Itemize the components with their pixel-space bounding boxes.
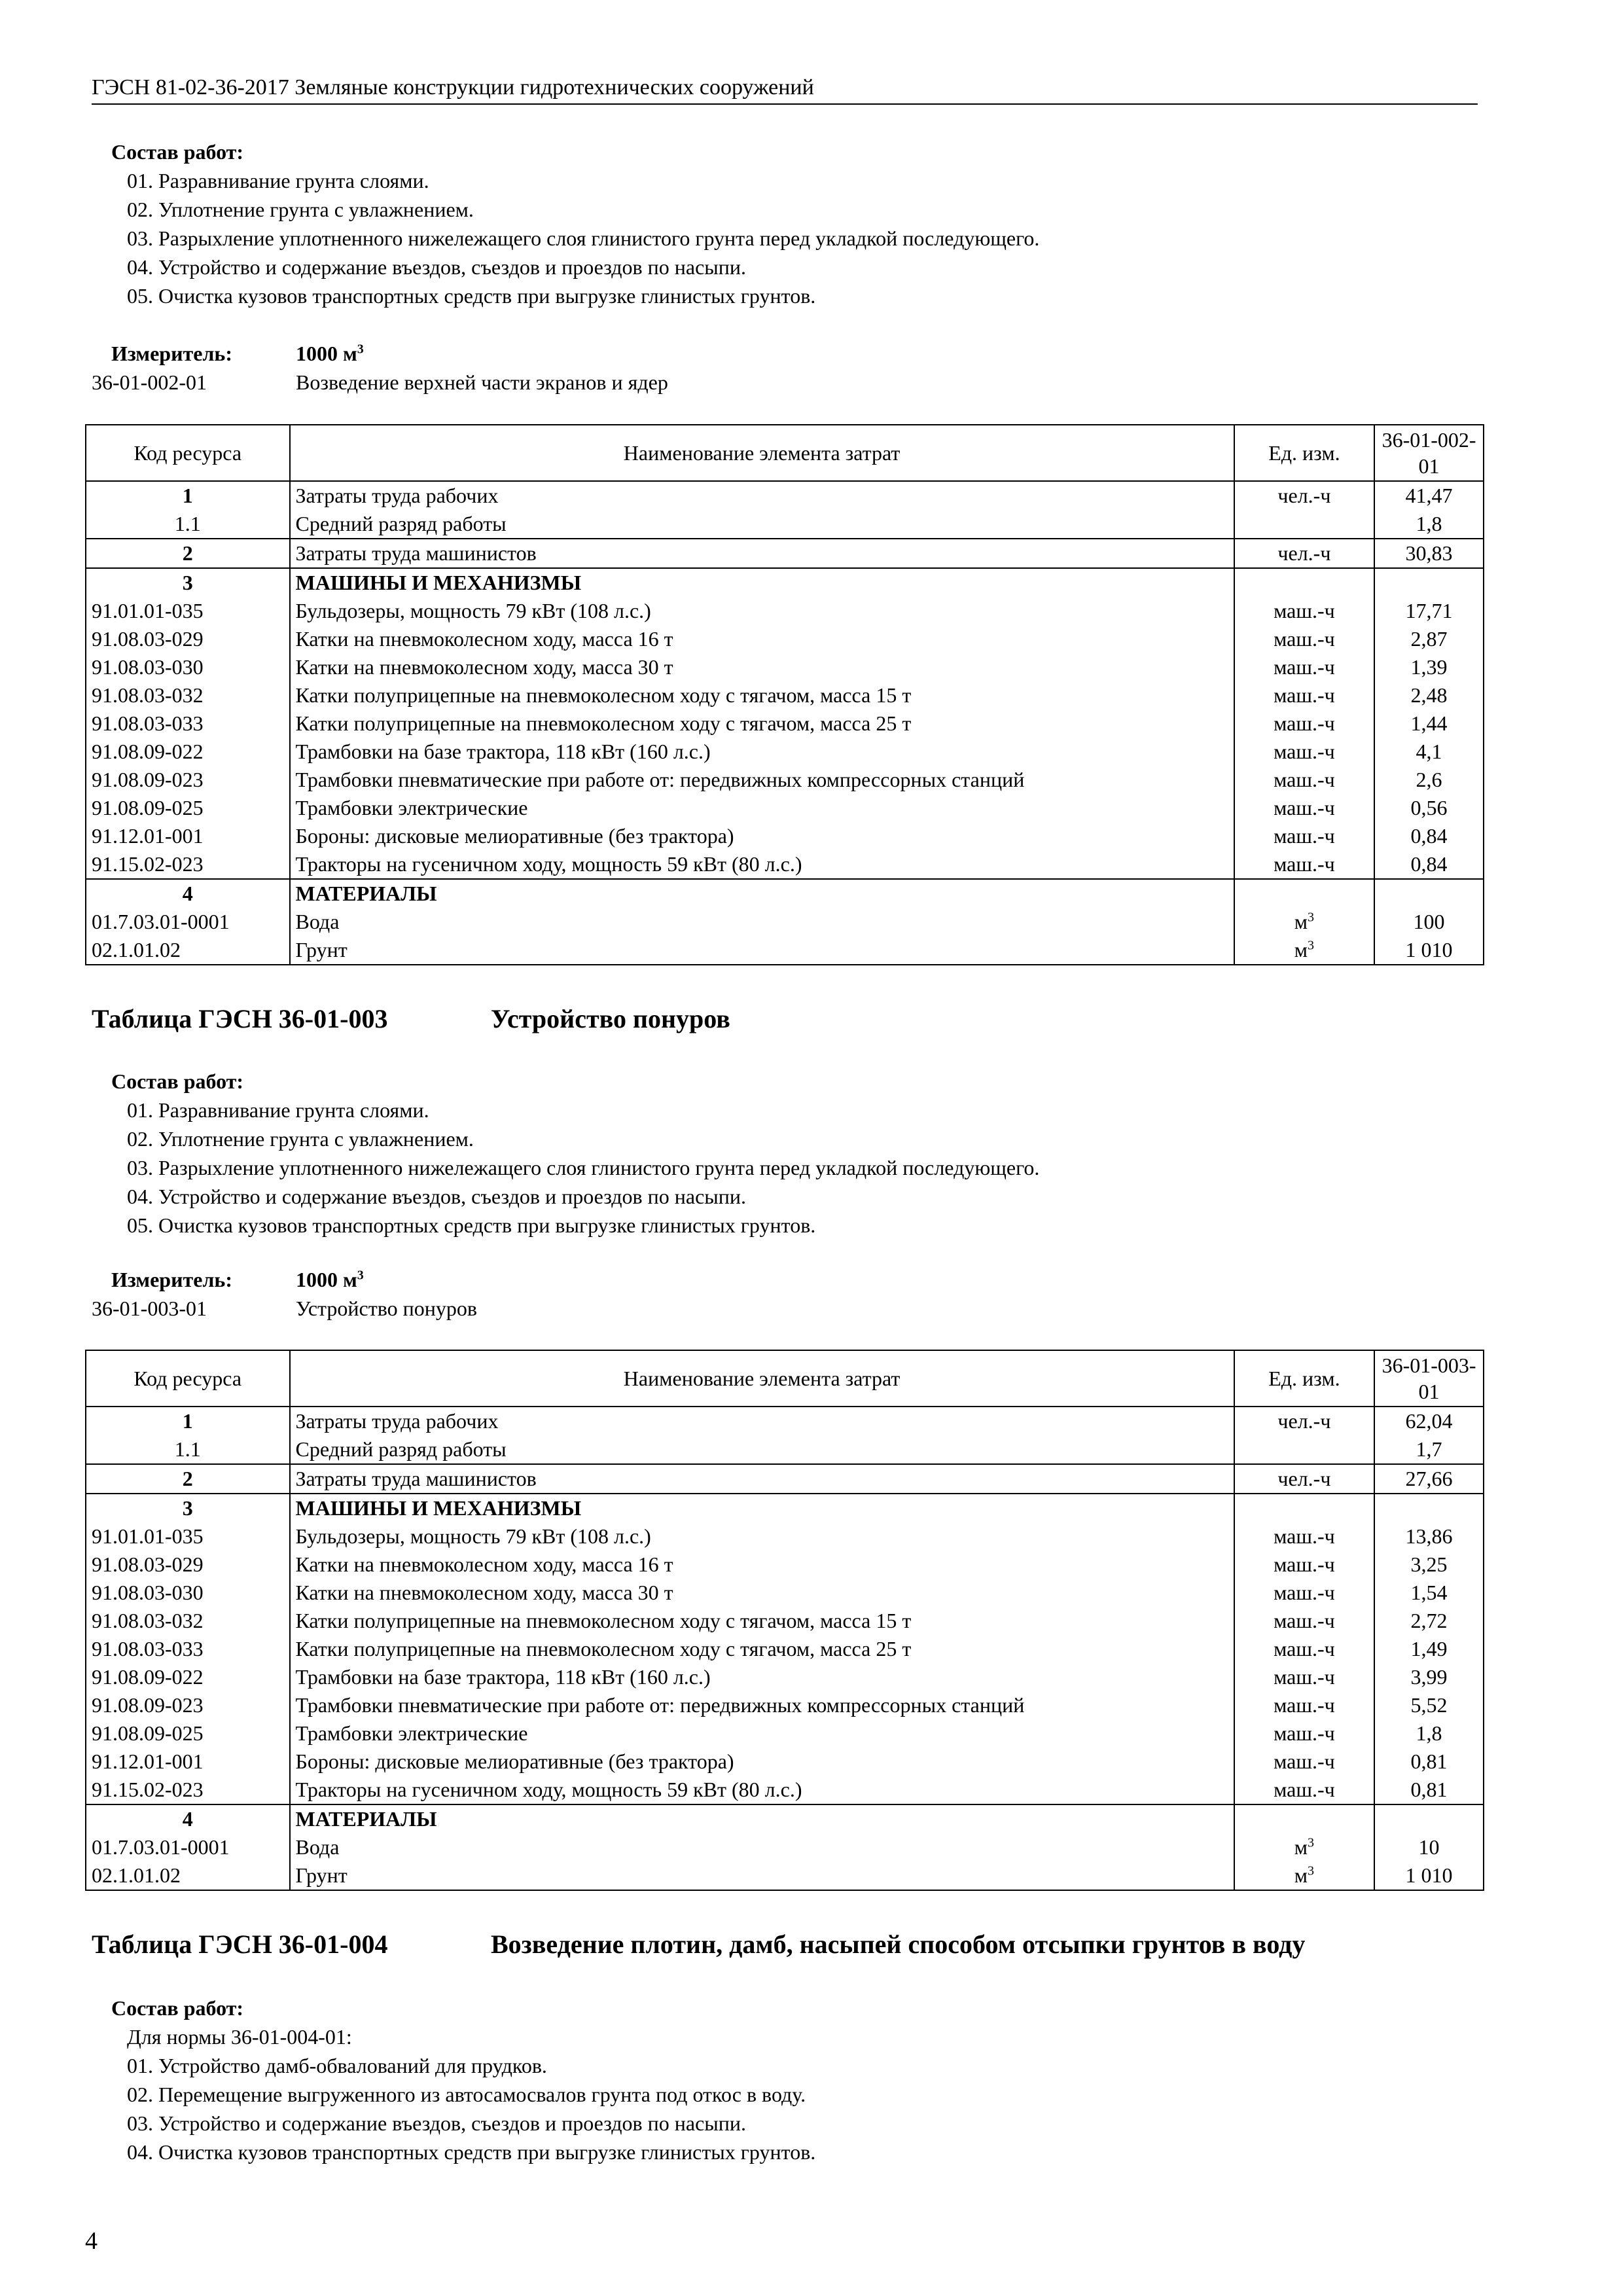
measure-block-1 <box>92 339 1486 397</box>
cell-value: 13,86 <box>1374 1522 1484 1551</box>
header-name: Наименование элемента затрат <box>290 425 1234 481</box>
cell-unit: маш.-ч <box>1234 1551 1374 1579</box>
cell-code: 91.08.03-029 <box>86 625 290 653</box>
works-composition-3 <box>92 1994 1486 2166</box>
header-unit: Ед. изм. <box>1234 425 1374 481</box>
cell-code: 2 <box>86 539 290 568</box>
cell-name: Вода <box>290 1833 1234 1861</box>
cell-code: 91.08.03-032 <box>86 681 290 709</box>
table-row <box>86 1464 1484 1494</box>
table-title-label: Таблица ГЭСН 36-01-004 <box>92 1929 388 1959</box>
table-row <box>86 1663 1484 1691</box>
cell-value: 0,81 <box>1374 1748 1484 1776</box>
table-row <box>86 1861 1484 1890</box>
cell-value: 1,44 <box>1374 709 1484 738</box>
header-unit: Ед. изм. <box>1234 1350 1374 1407</box>
cell-value: 1,49 <box>1374 1635 1484 1663</box>
cell-name: Трамбовки пневматические при работе от: передвижных компрессорных станций <box>290 766 1234 794</box>
cell-value <box>1374 1494 1484 1522</box>
table-row <box>86 738 1484 766</box>
cell-name: Бороны: дисковые мелиоративные (без трактора) <box>290 1748 1234 1776</box>
table-row <box>86 539 1484 568</box>
cell-value: 1,7 <box>1374 1435 1484 1464</box>
cell-value: 62,04 <box>1374 1407 1484 1435</box>
cell-unit: маш.-ч <box>1234 625 1374 653</box>
table-row <box>86 1719 1484 1748</box>
norm-code: 36-01-002-01 <box>92 370 207 394</box>
header-code: Код ресурса <box>86 425 290 481</box>
table-row <box>86 850 1484 879</box>
table-row <box>86 879 1484 908</box>
table-header-row <box>86 425 1484 481</box>
cell-unit: $м^3$ <box>1234 1861 1374 1890</box>
measure-label: Измеритель: <box>111 342 232 365</box>
table-row <box>86 1494 1484 1522</box>
norm-name: Устройство понуров <box>296 1297 477 1320</box>
table-row <box>86 653 1484 681</box>
cell-unit <box>1234 1804 1374 1833</box>
composition-item: 01. Устройство дамб-обвалований для прудков. <box>127 2054 547 2077</box>
cell-unit: маш.-ч <box>1234 850 1374 879</box>
cell-unit <box>1234 1435 1374 1464</box>
cell-code: 91.08.09-022 <box>86 1663 290 1691</box>
cell-value <box>1374 1804 1484 1833</box>
resource-table-2 <box>85 1350 1484 1891</box>
table-title-label: Таблица ГЭСН 36-01-003 <box>92 1004 388 1033</box>
header-code: Код ресурса <box>86 1350 290 1407</box>
norm-name: Возведение верхней части экранов и ядер <box>296 370 668 394</box>
works-composition-1 <box>92 137 1486 310</box>
cell-value: 4,1 <box>1374 738 1484 766</box>
cell-unit <box>1234 1494 1374 1522</box>
table-row <box>86 1407 1484 1435</box>
cell-name: Тракторы на гусеничном ходу, мощность 59 кВт (80 л.с.) <box>290 850 1234 879</box>
cell-value: 5,52 <box>1374 1691 1484 1719</box>
cell-value: 2,72 <box>1374 1607 1484 1635</box>
table-row <box>86 1579 1484 1607</box>
cell-code: 1.1 <box>86 510 290 539</box>
cell-code: 91.15.02-023 <box>86 1776 290 1804</box>
cell-unit: маш.-ч <box>1234 1607 1374 1635</box>
table-row <box>86 597 1484 625</box>
table-row <box>86 1691 1484 1719</box>
table-row <box>86 568 1484 597</box>
cell-unit: маш.-ч <box>1234 1522 1374 1551</box>
cell-name: Катки на пневмоколесном ходу, масса 16 т <box>290 1551 1234 1579</box>
table-row <box>86 1804 1484 1833</box>
cell-value: 0,84 <box>1374 822 1484 850</box>
cell-value: 2,48 <box>1374 681 1484 709</box>
cell-name: Тракторы на гусеничном ходу, мощность 59 кВт (80 л.с.) <box>290 1776 1234 1804</box>
cell-unit: $м^3$ <box>1234 1833 1374 1861</box>
cell-code: 01.7.03.01-0001 <box>86 1833 290 1861</box>
cell-unit: чел.-ч <box>1234 539 1374 568</box>
cell-value: 1 010 <box>1374 936 1484 965</box>
cell-unit: $м^3$ <box>1234 936 1374 965</box>
composition-item: 03. Устройство и содержание въездов, съездов и проездов по насыпи. <box>127 2111 747 2135</box>
table-header-row <box>86 1350 1484 1407</box>
table-row <box>86 1522 1484 1551</box>
table-row <box>86 794 1484 822</box>
cell-unit: маш.-ч <box>1234 1663 1374 1691</box>
cell-name: Катки полуприцепные на пневмоколесном ходу с тягачом, масса 25 т <box>290 709 1234 738</box>
composition-item: 04. Устройство и содержание въездов, съездов и проездов по насыпи. <box>127 1185 747 1208</box>
cell-code: 01.7.03.01-0001 <box>86 908 290 936</box>
cell-code: 4 <box>86 879 290 908</box>
table-body <box>86 1407 1484 1890</box>
header-name: Наименование элемента затрат <box>290 1350 1234 1407</box>
cell-value: 0,81 <box>1374 1776 1484 1804</box>
cell-unit: маш.-ч <box>1234 1776 1374 1804</box>
table-row <box>86 709 1484 738</box>
cell-value <box>1374 568 1484 597</box>
cell-unit <box>1234 879 1374 908</box>
cell-value: 1 010 <box>1374 1861 1484 1890</box>
cell-code: 91.08.03-033 <box>86 1635 290 1663</box>
page-header <box>92 73 1478 105</box>
table-row <box>86 766 1484 794</box>
table-row <box>86 510 1484 539</box>
cell-unit <box>1234 510 1374 539</box>
cell-code: 2 <box>86 1464 290 1494</box>
composition-item: 05. Очистка кузовов транспортных средств при выгрузке глинистых грунтов. <box>127 1213 816 1237</box>
cell-code: 91.08.09-025 <box>86 794 290 822</box>
cell-unit: чел.-ч <box>1234 1407 1374 1435</box>
cell-code: 91.08.09-023 <box>86 1691 290 1719</box>
cell-code: 91.15.02-023 <box>86 850 290 879</box>
cell-name: Катки полуприцепные на пневмоколесном ходу с тягачом, масса 25 т <box>290 1635 1234 1663</box>
cell-code: 91.01.01-035 <box>86 597 290 625</box>
table-row <box>86 1607 1484 1635</box>
cell-code: 3 <box>86 568 290 597</box>
cell-name: Катки полуприцепные на пневмоколесном ходу с тягачом, масса 15 т <box>290 681 1234 709</box>
resource-table-1 <box>85 424 1484 965</box>
cell-value: 17,71 <box>1374 597 1484 625</box>
cell-code: 02.1.01.02 <box>86 1861 290 1890</box>
cell-name: Трамбовки на базе трактора, 118 кВт (160 л.с.) <box>290 1663 1234 1691</box>
cell-unit: маш.-ч <box>1234 681 1374 709</box>
cell-name: Затраты труда машинистов <box>290 539 1234 568</box>
cell-name: Грунт <box>290 1861 1234 1890</box>
header-norm: 36-01-002-01 <box>1374 425 1484 481</box>
cell-unit: маш.-ч <box>1234 1635 1374 1663</box>
cell-value <box>1374 879 1484 908</box>
table-row <box>86 908 1484 936</box>
cell-value: 30,83 <box>1374 539 1484 568</box>
composition-item: 03. Разрыхление уплотненного нижележащего слоя глинистого грунта перед укладкой последующего. <box>127 226 1040 250</box>
cell-name: Затраты труда рабочих <box>290 481 1234 510</box>
cell-name: Затраты труда машинистов <box>290 1464 1234 1494</box>
cell-code: 91.08.03-033 <box>86 709 290 738</box>
cell-unit: маш.-ч <box>1234 1748 1374 1776</box>
cell-unit: маш.-ч <box>1234 738 1374 766</box>
cell-name: Трамбовки электрические <box>290 1719 1234 1748</box>
cell-code: 91.12.01-001 <box>86 1748 290 1776</box>
cell-value: 1,54 <box>1374 1579 1484 1607</box>
cell-value: 1,8 <box>1374 1719 1484 1748</box>
cell-code: 1 <box>86 1407 290 1435</box>
measure-label: Измеритель: <box>111 1268 232 1291</box>
table-title-2 <box>92 1003 730 1035</box>
cell-unit: маш.-ч <box>1234 822 1374 850</box>
page-header-title: ГЭСН 81-02-36-2017 Земляные конструкции гидротехнических сооружений <box>92 75 814 99</box>
table-body <box>86 481 1484 965</box>
composition-item: 01. Разравнивание грунта слоями. <box>127 1098 429 1122</box>
cell-name: Катки на пневмоколесном ходу, масса 30 т <box>290 1579 1234 1607</box>
composition-item: 03. Разрыхление уплотненного нижележащего слоя глинистого грунта перед укладкой последующего. <box>127 1156 1040 1179</box>
table-row <box>86 625 1484 653</box>
cell-code: 02.1.01.02 <box>86 936 290 965</box>
cell-value: 0,56 <box>1374 794 1484 822</box>
cell-code: 91.08.03-032 <box>86 1607 290 1635</box>
cell-value: 2,87 <box>1374 625 1484 653</box>
cell-code: 91.08.09-022 <box>86 738 290 766</box>
table-title-3 <box>92 1928 1305 1961</box>
cell-name: Затраты труда рабочих <box>290 1407 1234 1435</box>
table-row <box>86 481 1484 510</box>
cell-name: Бороны: дисковые мелиоративные (без трактора) <box>290 822 1234 850</box>
works-composition-2 <box>92 1067 1486 1240</box>
cell-code: 1 <box>86 481 290 510</box>
cell-unit: маш.-ч <box>1234 794 1374 822</box>
composition-item: Для нормы 36-01-004-01: <box>127 2025 352 2049</box>
cell-value: 3,25 <box>1374 1551 1484 1579</box>
cell-name: Катки на пневмоколесном ходу, масса 30 т <box>290 653 1234 681</box>
cell-name: МАТЕРИАЛЫ <box>290 1804 1234 1833</box>
table-row <box>86 681 1484 709</box>
table-title-name: Устройство понуров <box>491 1004 730 1033</box>
measure-value: 1000 $м^3$ <box>296 342 364 365</box>
page-number: 4 <box>85 2227 98 2255</box>
cell-name: МАШИНЫ И МЕХАНИЗМЫ <box>290 568 1234 597</box>
table-row <box>86 1435 1484 1464</box>
cell-code: 91.08.03-030 <box>86 1579 290 1607</box>
cell-unit: маш.-ч <box>1234 1691 1374 1719</box>
cell-name: МАШИНЫ И МЕХАНИЗМЫ <box>290 1494 1234 1522</box>
cell-unit: маш.-ч <box>1234 1579 1374 1607</box>
composition-item: 04. Устройство и содержание въездов, съездов и проездов по насыпи. <box>127 255 747 279</box>
cell-name: Грунт <box>290 936 1234 965</box>
composition-item: 04. Очистка кузовов транспортных средств при выгрузке глинистых грунтов. <box>127 2140 816 2164</box>
composition-title: Состав работ: <box>111 140 244 164</box>
cell-value: 41,47 <box>1374 481 1484 510</box>
composition-title: Состав работ: <box>111 1069 244 1093</box>
cell-name: Трамбовки электрические <box>290 794 1234 822</box>
cell-value: 100 <box>1374 908 1484 936</box>
cell-name: Бульдозеры, мощность 79 кВт (108 л.с.) <box>290 597 1234 625</box>
cell-unit: маш.-ч <box>1234 709 1374 738</box>
cell-name: Средний разряд работы <box>290 1435 1234 1464</box>
composition-item: 02. Уплотнение грунта с увлажнением. <box>127 1127 474 1151</box>
header-norm: 36-01-003-01 <box>1374 1350 1484 1407</box>
table-row <box>86 1635 1484 1663</box>
norm-code: 36-01-003-01 <box>92 1297 207 1320</box>
cell-code: 91.08.03-029 <box>86 1551 290 1579</box>
cell-code: 91.08.09-025 <box>86 1719 290 1748</box>
cell-name: Трамбовки пневматические при работе от: передвижных компрессорных станций <box>290 1691 1234 1719</box>
cell-value: 1,8 <box>1374 510 1484 539</box>
cell-unit: маш.-ч <box>1234 1719 1374 1748</box>
cell-value: 3,99 <box>1374 1663 1484 1691</box>
cell-code: 3 <box>86 1494 290 1522</box>
table-title-name: Возведение плотин, дамб, насыпей способом отсыпки грунтов в воду <box>491 1929 1306 1959</box>
cell-value: 2,6 <box>1374 766 1484 794</box>
cell-unit: чел.-ч <box>1234 1464 1374 1494</box>
cell-code: 91.01.01-035 <box>86 1522 290 1551</box>
measure-block-2 <box>92 1265 1486 1323</box>
cell-name: Средний разряд работы <box>290 510 1234 539</box>
composition-title: Состав работ: <box>111 1996 244 2020</box>
composition-item: 02. Перемещение выгруженного из автосамосвалов грунта под откос в воду. <box>127 2083 806 2106</box>
cell-value: 0,84 <box>1374 850 1484 879</box>
cell-value: 10 <box>1374 1833 1484 1861</box>
table-row <box>86 1551 1484 1579</box>
cell-unit: чел.-ч <box>1234 481 1374 510</box>
cell-name: Трамбовки на базе трактора, 118 кВт (160 л.с.) <box>290 738 1234 766</box>
composition-item: 05. Очистка кузовов транспортных средств при выгрузке глинистых грунтов. <box>127 284 816 308</box>
cell-code: 91.08.09-023 <box>86 766 290 794</box>
cell-code: 4 <box>86 1804 290 1833</box>
table-row <box>86 822 1484 850</box>
cell-unit: маш.-ч <box>1234 653 1374 681</box>
cell-value: 27,66 <box>1374 1464 1484 1494</box>
cell-unit: $м^3$ <box>1234 908 1374 936</box>
table-row <box>86 936 1484 965</box>
measure-value: 1000 $м^3$ <box>296 1268 364 1291</box>
cell-name: МАТЕРИАЛЫ <box>290 879 1234 908</box>
cell-value: 1,39 <box>1374 653 1484 681</box>
cell-name: Бульдозеры, мощность 79 кВт (108 л.с.) <box>290 1522 1234 1551</box>
cell-unit: маш.-ч <box>1234 766 1374 794</box>
composition-item: 01. Разравнивание грунта слоями. <box>127 169 429 192</box>
cell-unit <box>1234 568 1374 597</box>
cell-name: Катки на пневмоколесном ходу, масса 16 т <box>290 625 1234 653</box>
cell-code: 1.1 <box>86 1435 290 1464</box>
cell-code: 91.08.03-030 <box>86 653 290 681</box>
cell-unit: маш.-ч <box>1234 597 1374 625</box>
table-row <box>86 1833 1484 1861</box>
composition-item: 02. Уплотнение грунта с увлажнением. <box>127 198 474 221</box>
cell-code: 91.12.01-001 <box>86 822 290 850</box>
cell-name: Вода <box>290 908 1234 936</box>
cell-name: Катки полуприцепные на пневмоколесном ходу с тягачом, масса 15 т <box>290 1607 1234 1635</box>
table-row <box>86 1776 1484 1804</box>
table-row <box>86 1748 1484 1776</box>
